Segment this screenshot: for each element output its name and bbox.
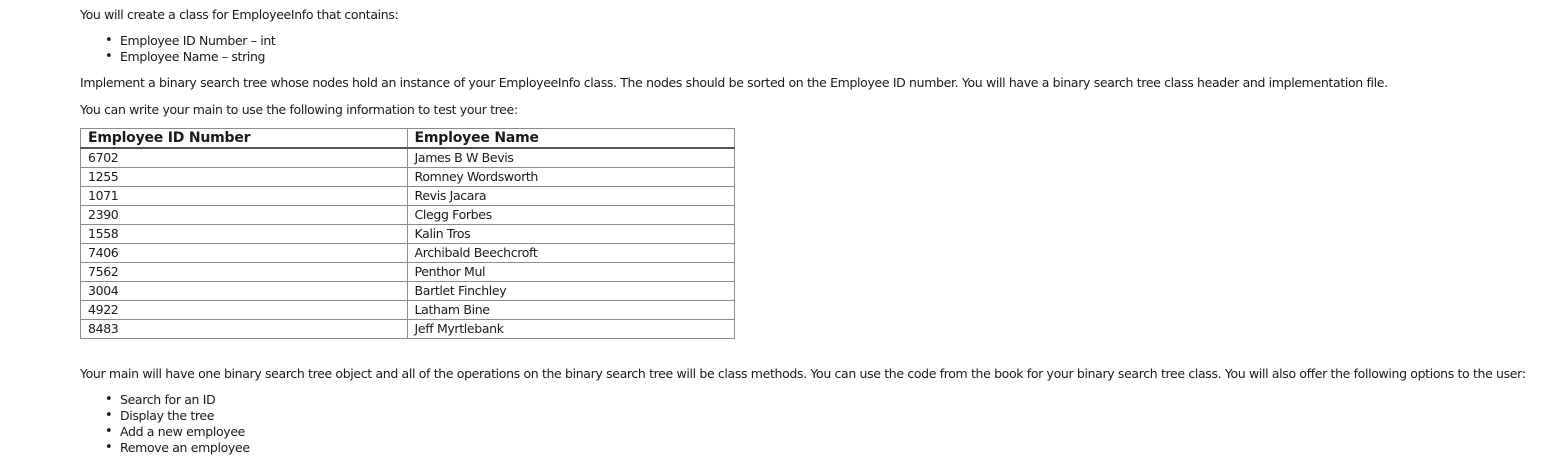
table-row bbox=[81, 320, 735, 339]
table-row bbox=[81, 168, 735, 187]
list-item: • Employee Name – string bbox=[80, 49, 275, 65]
employee-name-cell: Penthor Mul bbox=[407, 263, 734, 282]
main-paragraph: Your main will have one binary search tree object and all of the operations on the binary search tree will be class methods. You can use the code from the book for your binary search tree class. You will also offer the following options to the user: bbox=[80, 366, 1526, 381]
table-row bbox=[81, 244, 735, 263]
table-row bbox=[81, 301, 735, 320]
employee-name-cell: Bartlet Finchley bbox=[407, 282, 734, 301]
intro-paragraph: You will create a class for EmployeeInfo that contains: bbox=[80, 7, 399, 22]
table-row bbox=[81, 225, 735, 244]
employee-id-cell: 6702 bbox=[81, 148, 408, 168]
employee-id-cell: 1255 bbox=[81, 168, 408, 187]
employee-name-cell: Revis Jacara bbox=[407, 187, 734, 206]
employee-id-cell: 2390 bbox=[81, 206, 408, 225]
column-header-name: Employee Name bbox=[407, 129, 734, 149]
table-row bbox=[81, 263, 735, 282]
employee-name-cell: James B W Bevis bbox=[407, 148, 734, 168]
employee-name-cell: Latham Bine bbox=[407, 301, 734, 320]
list-item: • Remove an employee bbox=[80, 440, 250, 456]
column-header-id: Employee ID Number bbox=[81, 129, 408, 149]
list-item: • Display the tree bbox=[80, 408, 250, 424]
employee-id-cell: 7562 bbox=[81, 263, 408, 282]
employee-id-cell: 4922 bbox=[81, 301, 408, 320]
employee-name-cell: Romney Wordsworth bbox=[407, 168, 734, 187]
employee-id-cell: 3004 bbox=[81, 282, 408, 301]
employee-name-cell: Archibald Beechcroft bbox=[407, 244, 734, 263]
employee-name-cell: Jeff Myrtlebank bbox=[407, 320, 734, 339]
table-row bbox=[81, 282, 735, 301]
employee-table bbox=[80, 128, 735, 339]
options-list bbox=[80, 392, 250, 456]
list-item: • Search for an ID bbox=[80, 392, 250, 408]
employee-id-cell: 7406 bbox=[81, 244, 408, 263]
table-header-row bbox=[81, 129, 735, 149]
table-row bbox=[81, 206, 735, 225]
employee-name-cell: Kalin Tros bbox=[407, 225, 734, 244]
table-row bbox=[81, 148, 735, 168]
test-intro-paragraph: You can write your main to use the following information to test your tree: bbox=[80, 102, 518, 117]
implement-paragraph: Implement a binary search tree whose nodes hold an instance of your EmployeeInfo class. The nodes should be sorted on the Employee ID number. You will have a binary search tree class header and implementation file. bbox=[80, 75, 1388, 90]
employee-name-cell: Clegg Forbes bbox=[407, 206, 734, 225]
employee-id-cell: 8483 bbox=[81, 320, 408, 339]
list-item: • Employee ID Number – int bbox=[80, 33, 275, 49]
table-row bbox=[81, 187, 735, 206]
employee-id-cell: 1071 bbox=[81, 187, 408, 206]
field-list bbox=[80, 33, 275, 65]
list-item: • Add a new employee bbox=[80, 424, 250, 440]
employee-id-cell: 1558 bbox=[81, 225, 408, 244]
